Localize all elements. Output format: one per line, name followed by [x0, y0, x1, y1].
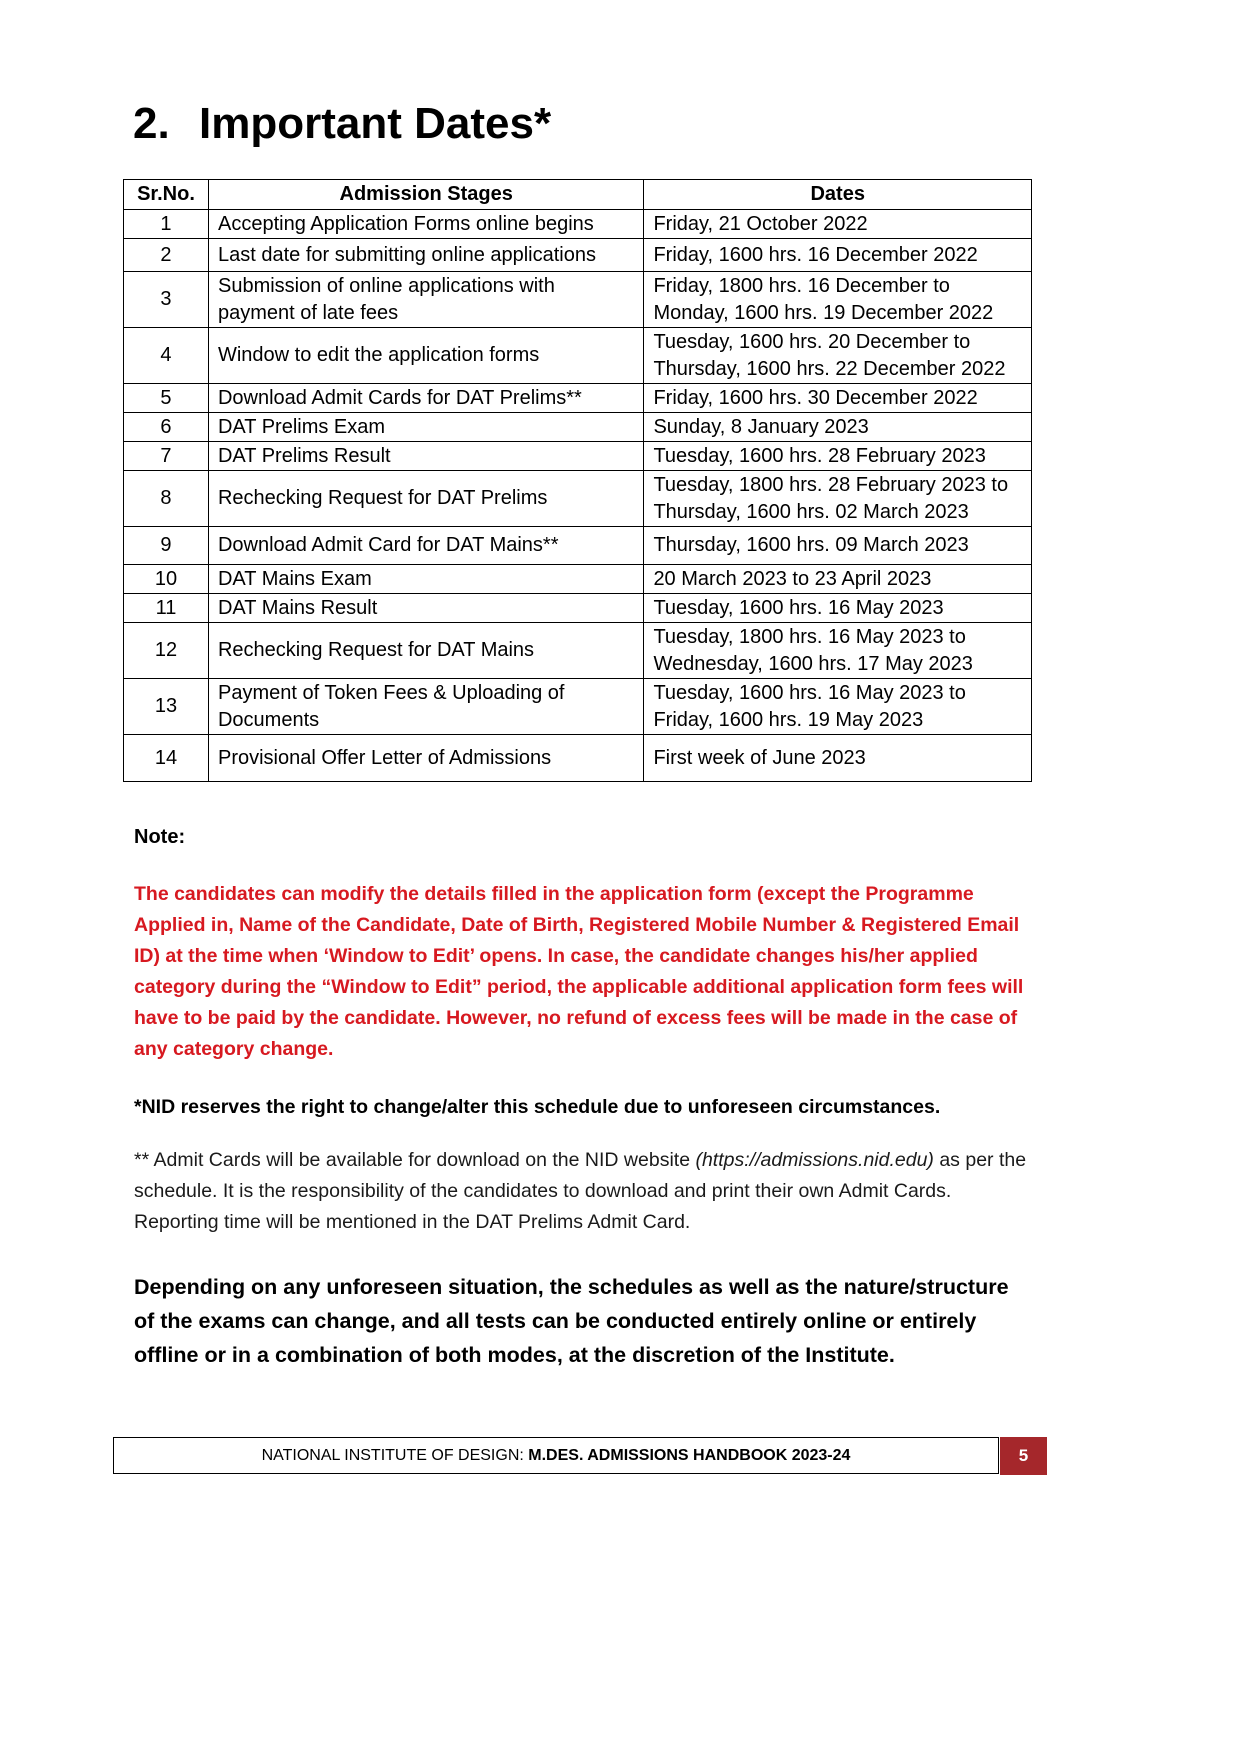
cell-admission-stage — [208, 679, 643, 735]
cell-sr-no: 8 — [124, 471, 209, 527]
date-text-line: Tuesday, 1600 hrs. 16 May 2023 — [653, 596, 944, 619]
cell-date — [644, 679, 1032, 735]
date-text-line: Friday, 1600 hrs. 16 December 2022 — [653, 243, 978, 266]
date-text-line: Friday, 21 October 2022 — [653, 212, 868, 235]
cell-date — [644, 328, 1032, 384]
date-text-line: First week of June 2023 — [653, 746, 866, 769]
table-body — [124, 210, 1032, 782]
date-text-line: Thursday, 1600 hrs. 02 March 2023 — [653, 500, 969, 523]
table-row — [124, 272, 1032, 328]
note-label: Note: — [134, 826, 186, 848]
date-text-line: Friday, 1800 hrs. 16 December to — [653, 274, 950, 297]
admissions-url: (https://admissions.nid.edu) — [695, 1149, 934, 1171]
cell-date — [644, 239, 1032, 272]
stage-text-line: Documents — [217, 708, 320, 731]
table-row — [124, 328, 1032, 384]
unforeseen-situation-note: Depending on any unforeseen situation, the schedules as well as the nature/structure of the exams can change, and all tests can be conducted entirely online or entirely offline or in a combination of both modes, at the discretion of the Institute. — [134, 1275, 1009, 1367]
date-text-line: Tuesday, 1600 hrs. 20 December to — [653, 330, 971, 353]
cell-admission-stage — [208, 442, 643, 471]
cell-date — [644, 384, 1032, 413]
date-text-line: Tuesday, 1800 hrs. 28 February 2023 to — [653, 473, 1009, 496]
date-text-line: Tuesday, 1600 hrs. 16 May 2023 to — [653, 681, 966, 704]
important-dates-table — [123, 179, 1032, 782]
stage-text-line: Submission of online applications with — [217, 274, 555, 297]
cell-sr-no: 11 — [124, 594, 209, 623]
cell-date — [644, 272, 1032, 328]
cell-date — [644, 594, 1032, 623]
cell-sr-no: 14 — [124, 735, 209, 782]
stage-text-line: Window to edit the application forms — [217, 344, 540, 366]
admit-card-note — [134, 1145, 1034, 1238]
cell-sr-no: 1 — [124, 210, 209, 239]
date-text-line: Tuesday, 1800 hrs. 16 May 2023 to — [653, 625, 966, 648]
stage-text-line: payment of late fees — [217, 301, 399, 324]
stage-text-line: Rechecking Request for DAT Mains — [217, 639, 535, 661]
cell-admission-stage — [208, 384, 643, 413]
cell-date — [644, 527, 1032, 565]
footer-title-box — [113, 1437, 999, 1474]
date-text-line: Friday, 1600 hrs. 30 December 2022 — [653, 386, 978, 409]
schedule-reserve-note: *NID reserves the right to change/alter this schedule due to unforeseen circumstances. — [134, 1096, 941, 1118]
table-row — [124, 565, 1032, 594]
stage-text-line: Provisional Offer Letter of Admissions — [217, 746, 552, 769]
cell-date — [644, 735, 1032, 782]
cell-date — [644, 471, 1032, 527]
cell-admission-stage — [208, 735, 643, 782]
date-text-line: Thursday, 1600 hrs. 22 December 2022 — [653, 357, 1006, 380]
date-text-line: Thursday, 1600 hrs. 09 March 2023 — [653, 534, 969, 556]
table-row — [124, 384, 1032, 413]
date-text-line: Monday, 1600 hrs. 19 December 2022 — [653, 301, 994, 324]
stage-text-line: Accepting Application Forms online begins — [217, 212, 594, 235]
date-text-line: Friday, 1600 hrs. 19 May 2023 — [653, 708, 924, 731]
stage-text-line: Payment of Token Fees & Uploading of — [217, 681, 565, 704]
admit-note-suffix: as per the schedule. It is the responsibility of the candidates to download and print their own Admit Cards. Reporting time will be mentioned in the DAT Prelims Admit Card. — [134, 1149, 1027, 1233]
cell-admission-stage — [208, 565, 643, 594]
header-dates: Dates — [644, 180, 1032, 210]
cell-sr-no: 2 — [124, 239, 209, 272]
page-heading — [133, 96, 551, 152]
table-row — [124, 210, 1032, 239]
stage-text-line: Download Admit Card for DAT Mains** — [217, 534, 559, 556]
table-row — [124, 623, 1032, 679]
table-row — [124, 594, 1032, 623]
cell-sr-no: 6 — [124, 413, 209, 442]
cell-sr-no: 3 — [124, 272, 209, 328]
cell-admission-stage — [208, 413, 643, 442]
table-row — [124, 527, 1032, 565]
edit-window-note: The candidates can modify the details filled in the application form (except the Programme Applied in, Name of the Candidate, Date of Birth, Registered Mobile Number & Registered Email ID) at the time when ‘Window to Edit’ opens. In case, the candidate changes his/her applied category during the “Window to Edit” period, the applicable additional application form fees will have to be paid by the candidate. However, no refund of excess fees will be made in the case of any category change. — [134, 883, 1024, 1060]
admit-note-prefix: ** Admit Cards will be available for download on the NID website — [134, 1149, 696, 1171]
table-row — [124, 735, 1032, 782]
table-row — [124, 442, 1032, 471]
cell-sr-no: 5 — [124, 384, 209, 413]
cell-admission-stage — [208, 527, 643, 565]
cell-date — [644, 210, 1032, 239]
footer-handbook-title: M.DES. ADMISSIONS HANDBOOK 2023-24 — [528, 1446, 851, 1464]
stage-text-line: DAT Prelims Result — [217, 444, 391, 467]
date-text-line: Wednesday, 1600 hrs. 17 May 2023 — [653, 652, 973, 675]
stage-text-line: Rechecking Request for DAT Prelims — [217, 487, 548, 509]
cell-sr-no: 10 — [124, 565, 209, 594]
stage-text-line: Download Admit Cards for DAT Prelims** — [217, 386, 582, 409]
table-row — [124, 471, 1032, 527]
header-admission-stages: Admission Stages — [208, 180, 643, 210]
footer-prefix: NATIONAL INSTITUTE OF DESIGN: — [261, 1446, 524, 1464]
stage-text-line: DAT Mains Result — [217, 596, 378, 619]
table-row — [124, 679, 1032, 735]
stage-text-line: Last date for submitting online applications — [217, 243, 596, 266]
cell-admission-stage — [208, 594, 643, 623]
cell-sr-no: 9 — [124, 527, 209, 565]
cell-sr-no: 7 — [124, 442, 209, 471]
date-text-line: Sunday, 8 January 2023 — [653, 415, 869, 438]
table-row — [124, 413, 1032, 442]
stage-text-line: DAT Mains Exam — [217, 567, 372, 590]
cell-admission-stage — [208, 272, 643, 328]
date-text-line: Tuesday, 1600 hrs. 28 February 2023 — [653, 444, 986, 467]
section-number: 2. — [133, 99, 170, 148]
cell-admission-stage — [208, 471, 643, 527]
table-header-row — [124, 180, 1032, 210]
cell-admission-stage — [208, 239, 643, 272]
page-number: 5 — [1000, 1437, 1047, 1475]
cell-sr-no: 12 — [124, 623, 209, 679]
cell-date — [644, 623, 1032, 679]
cell-admission-stage — [208, 623, 643, 679]
cell-date — [644, 565, 1032, 594]
stage-text-line: DAT Prelims Exam — [217, 415, 386, 438]
date-text-line: 20 March 2023 to 23 April 2023 — [653, 567, 932, 590]
header-sr-no: Sr.No. — [124, 180, 209, 210]
cell-admission-stage — [208, 328, 643, 384]
table-row — [124, 239, 1032, 272]
cell-date — [644, 413, 1032, 442]
section-title: Important Dates* — [199, 99, 552, 148]
cell-date — [644, 442, 1032, 471]
cell-sr-no: 13 — [124, 679, 209, 735]
cell-admission-stage — [208, 210, 643, 239]
cell-sr-no: 4 — [124, 328, 209, 384]
